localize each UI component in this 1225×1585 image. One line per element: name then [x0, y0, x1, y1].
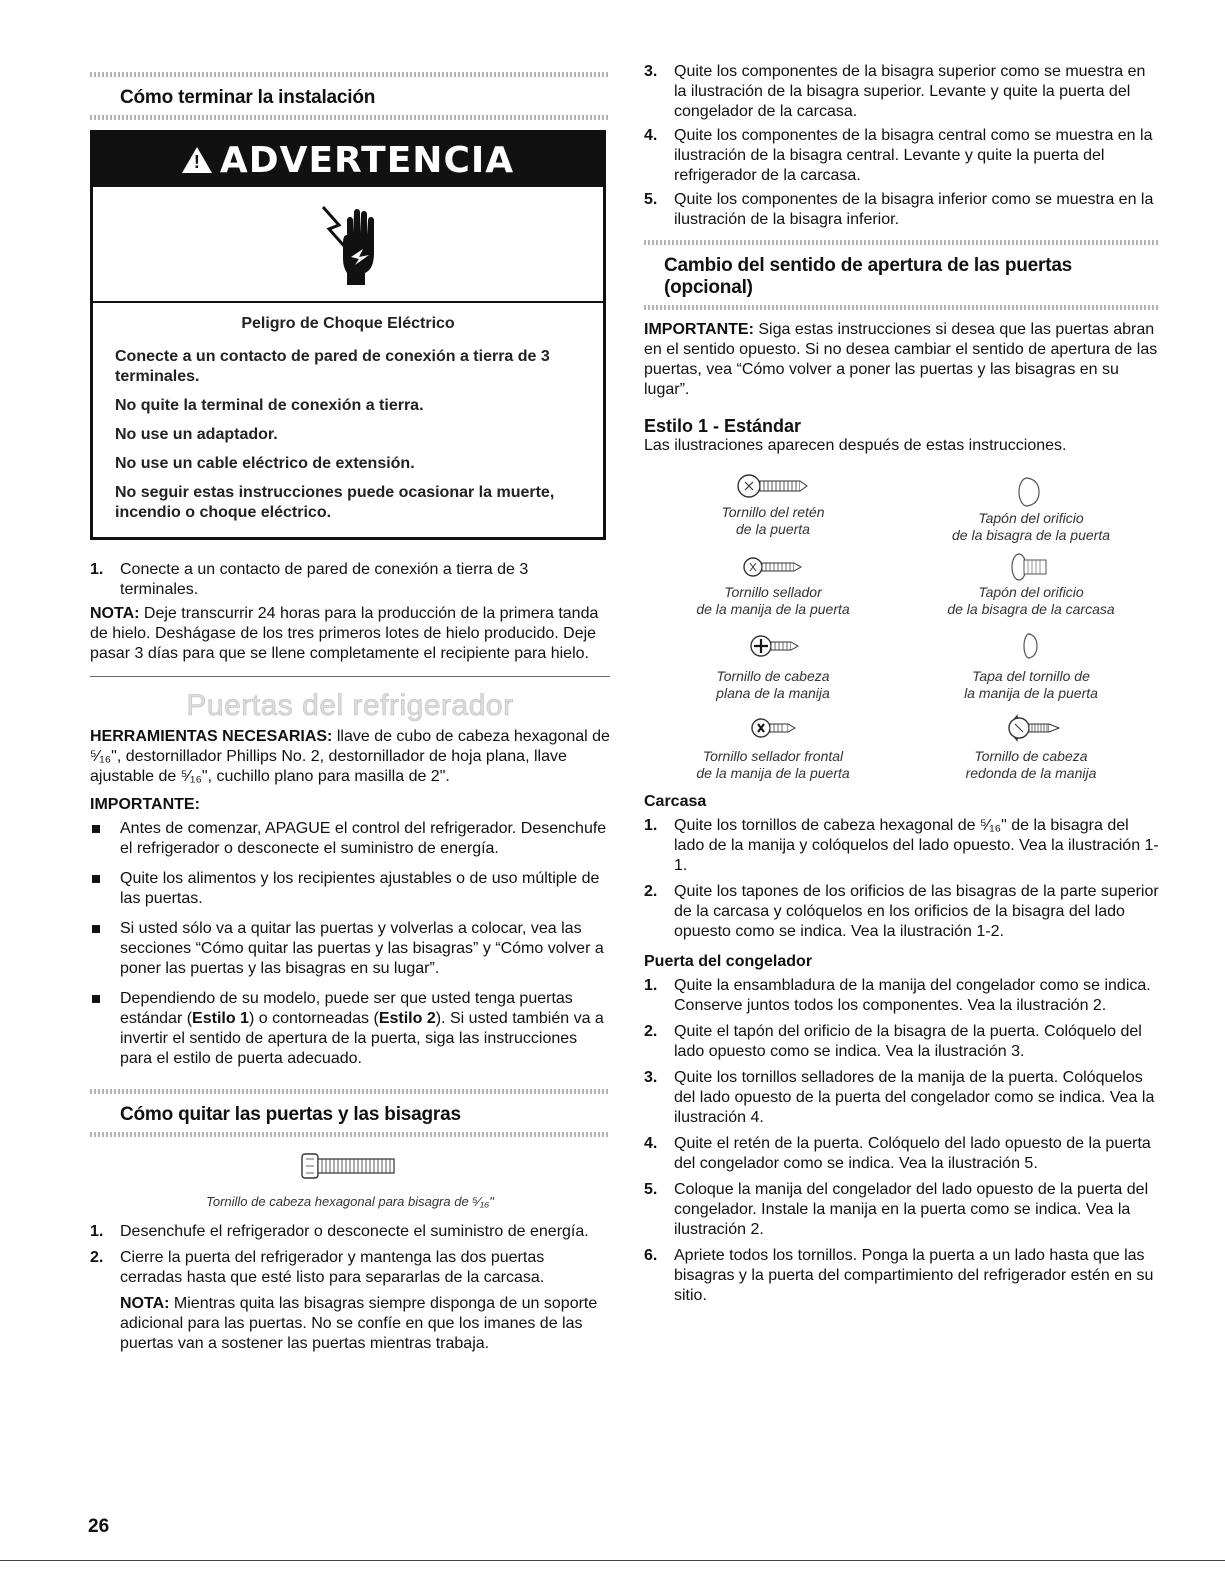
note-label: NOTA: [120, 1295, 170, 1312]
list-item [644, 976, 1160, 1016]
important-label: IMPORTANTE: [644, 321, 754, 338]
important-text: Siga estas instrucciones si desea que las puertas abran en el sentido opuesto. Si no desea cambiar el sentido de apertura de las puertas, vea “Cómo volver a poner las puertas y las bisagras en su lugar”. [644, 321, 1158, 398]
list-item [644, 882, 1160, 942]
step-number: 5. [644, 1181, 658, 1198]
hinge-screw-caption: Tornillo de cabeza hexagonal para bisagra de ⁵⁄₁₆" [206, 1194, 494, 1209]
list-item [644, 126, 1160, 186]
step-number: 1. [90, 561, 104, 578]
part-caption: Tornillo sellador frontal de la manija de la puerta [696, 748, 850, 781]
screw-cap-icon [991, 624, 1071, 668]
part-door-stop-screw [644, 464, 902, 544]
step-number: 6. [644, 1247, 658, 1264]
remove-doors-heading: Cómo quitar las puertas y las bisagras [120, 1104, 461, 1125]
hinge-screw-figure [90, 1151, 610, 1181]
door-stop-screw-icon [733, 464, 813, 504]
warning-line: No use un adaptador. [115, 426, 278, 443]
list-item [90, 560, 610, 600]
bullet-text: ). Si usted también va a invertir el sentido de apertura de la puerta, siga las instrucciones para el estilo de puerta adecuado. [120, 1010, 604, 1067]
tools-paragraph [90, 727, 610, 787]
warning-triangle-icon: ! [182, 147, 212, 173]
step-number: 3. [644, 63, 658, 80]
dotted-rule [90, 115, 610, 120]
step-number: 4. [644, 1135, 658, 1152]
list-item [644, 1246, 1160, 1306]
section-header [644, 245, 1160, 305]
note-text: Mientras quita las bisagras siempre disponga de un soporte adicional para las puertas. No se confíe en que los imanes de las puertas van a sostener las puertas mientras trabaja. [120, 1295, 598, 1352]
step-number: 1. [90, 1223, 104, 1240]
part-handle-sealing-screw [644, 550, 902, 618]
step-text: Quite el retén de la puerta. Colóquelo del lado opuesto de la puerta del congelador como se indica. Vea la ilustración 5. [674, 1135, 1151, 1172]
divider [90, 676, 610, 677]
right-column [644, 62, 1160, 1306]
important-bullets [90, 819, 610, 1069]
list-item [644, 1134, 1160, 1174]
freezer-heading: Puerta del congelador [644, 953, 813, 970]
step-text: Conecte a un contacto de pared de conexión a tierra de 3 terminales. [120, 561, 529, 598]
warning-line: No use un cable eléctrico de extensión. [115, 455, 415, 472]
list-item: Si usted sólo va a quitar las puertas y volverlas a colocar, vea las secciones “Cómo quitar las puertas y las bisagras” y “Cómo volver a poner las puertas y las bisagras en su lugar”. [90, 919, 610, 979]
dotted-rule [644, 305, 1160, 310]
step-text: Quite los componentes de la bisagra inferior como se muestra en la ilustración de la bisagra inferior. [674, 191, 1154, 228]
step-text: Quite los componentes de la bisagra central como se muestra en la ilustración de la bisagra central. Levante y quite la puerta del refrigerador de la carcasa. [674, 127, 1153, 184]
flat-head-screw-icon [733, 624, 813, 668]
part-caption: Tapón del orificio de la bisagra de la carcasa [947, 584, 1115, 617]
note-text: Deje transcurrir 24 horas para la producción de la primera tanda de hielo. Deshágase de los tres primeros lotes de hielo producido. Deje pasar 3 días para que se llene completamente el recipiente para hielo. [90, 605, 599, 662]
warning-pictogram-area [93, 187, 603, 303]
part-caption: Tornillo del retén de la puerta [721, 504, 825, 537]
step-number: 2. [644, 883, 658, 900]
hex-head-hinge-screw-icon [300, 1151, 400, 1181]
cabinet-heading: Carcasa [644, 793, 707, 810]
warning-title: ADVERTENCIA [219, 139, 515, 181]
part-caption: Tapón del orificio de la bisagra de la puerta [952, 510, 1110, 543]
doors-section-title: Puertas del refrigerador [186, 689, 514, 722]
bottom-rule [0, 1560, 1225, 1561]
step-text: Cierre la puerta del refrigerador y mantenga las dos puertas cerradas hasta que esté listo para separarlas de la carcasa. [120, 1249, 545, 1286]
part-caption: Tapa del tornillo de la manija de la puerta [964, 668, 1098, 701]
list-item: Quite los alimentos y los recipientes ajustables o de uso múltiple de las puertas. [90, 869, 610, 909]
list-item [644, 1180, 1160, 1240]
freezer-steps [644, 976, 1160, 1306]
note-paragraph [90, 604, 610, 664]
step-text: Quite los tornillos selladores de la manija de la puerta. Colóquelos del lado opuesto de la puerta del congelador como se indica. Vea la ilustración 4. [674, 1069, 1155, 1126]
hinge-hole-plug-icon [991, 464, 1071, 510]
cabinet-steps [644, 816, 1160, 942]
dotted-rule [90, 1132, 610, 1137]
step-text: Desenchufe el refrigerador o desconecte el suministro de energía. [120, 1223, 589, 1240]
note-paragraph [90, 1294, 610, 1354]
warning-line: No seguir estas instrucciones puede ocasionar la muerte, incendio o choque eléctrico. [115, 484, 555, 521]
part-caption: Tornillo de cabeza plana de la manija [716, 668, 830, 701]
finish-steps [90, 560, 610, 600]
step-number: 3. [644, 1069, 658, 1086]
electric-shock-hand-icon [313, 199, 383, 289]
step-text: Coloque la manija del congelador del lado opuesto de la puerta del congelador. Instale la manija en la puerta como se indica. Vea la ilustración 2. [674, 1181, 1149, 1238]
step-number: 5. [644, 191, 658, 208]
list-item [644, 816, 1160, 876]
list-item [90, 1222, 610, 1242]
list-item [644, 62, 1160, 122]
remove-steps [90, 1222, 610, 1288]
important-label: IMPORTANTE: [90, 796, 200, 813]
part-handle-flat-head-screw [644, 624, 902, 702]
warning-hazard-title: Peligro de Choque Eléctrico [241, 315, 455, 332]
tools-text: llave de cubo de cabeza hexagonal de ⁵⁄₁₆", destornillador Phillips No. 2, destornillador de hoja plana, llave ajustable de ⁵⁄₁₆", cuchillo plano para masilla de 2". [90, 728, 610, 785]
list-item [90, 1248, 610, 1288]
part-caption: Tornillo de cabeza redonda de la manija [965, 748, 1097, 781]
style-1-label: Estilo 1 [192, 1010, 249, 1027]
part-handle-screw-cap [902, 624, 1160, 702]
part-caption: Tornillo sellador de la manija de la puerta [696, 584, 850, 617]
front-sealing-screw-icon [733, 708, 813, 748]
list-item [644, 1068, 1160, 1128]
tools-label: HERRAMIENTAS NECESARIAS: [90, 728, 333, 745]
list-item [90, 989, 610, 1069]
page-number: 26 [88, 1516, 110, 1537]
finish-installation-heading: Cómo terminar la instalación [120, 87, 376, 108]
bullet-text: ) o contorneadas ( [248, 1010, 379, 1027]
step-number: 1. [644, 977, 658, 994]
step-text: Quite la ensambladura de la manija del congelador como se indica. Conserve juntos todos los componentes. Vea la ilustración 2. [674, 977, 1151, 1014]
note-label: NOTA: [90, 605, 140, 622]
section-header [90, 1094, 610, 1132]
list-item [644, 1022, 1160, 1062]
step-text: Quite los tornillos de cabeza hexagonal de ⁵⁄₁₆" de la bisagra del lado de la manija y colóquelos del lado opuesto. Vea la ilustración 1-1. [674, 817, 1159, 874]
step-number: 4. [644, 127, 658, 144]
cabinet-hole-plug-icon [991, 550, 1071, 584]
left-column [90, 62, 610, 1354]
important-paragraph [644, 320, 1160, 400]
part-door-hinge-hole-plug [902, 464, 1160, 544]
style-2-label: Estilo 2 [378, 1010, 436, 1027]
part-cabinet-hinge-hole-plug [902, 550, 1160, 618]
step-text: Quite el tapón del orificio de la bisagra de la puerta. Colóquelo del lado opuesto como se indica. Vea la ilustración 3. [674, 1023, 1142, 1060]
list-item [644, 190, 1160, 230]
handle-sealing-screw-icon [733, 550, 813, 584]
style1-heading: Estilo 1 - Estándar [644, 416, 802, 436]
step-number: 2. [644, 1023, 658, 1040]
round-head-screw-icon [991, 708, 1071, 748]
step-number: 1. [644, 817, 658, 834]
warning-header [93, 133, 603, 187]
warning-line: Conecte a un contacto de pared de conexión a tierra de 3 terminales. [115, 348, 550, 385]
reverse-doors-heading: Cambio del sentido de apertura de las puertas (opcional) [664, 255, 1073, 298]
part-handle-front-sealing-screw [644, 708, 902, 782]
list-item: Antes de comenzar, APAGUE el control del refrigerador. Desenchufe el refrigerador o desconecte el suministro de energía. [90, 819, 610, 859]
bullet-text: Dependiendo de su modelo, puede ser que usted tenga puertas estándar ( [120, 990, 573, 1027]
warning-box [90, 130, 606, 540]
step-number: 2. [90, 1249, 104, 1266]
step-text: Quite los componentes de la bisagra superior como se muestra en la ilustración de la bisagra superior. Levante y quite la puerta del congelador de la carcasa. [674, 63, 1146, 120]
parts-grid [644, 464, 1160, 782]
step-text: Apriete todos los tornillos. Ponga la puerta a un lado hasta que las bisagras y la puerta del compartimiento del refrigerador estén en su sitio. [674, 1247, 1154, 1304]
remove-steps-continued [644, 62, 1160, 230]
style1-text: Las ilustraciones aparecen después de estas instrucciones. [644, 437, 1067, 454]
section-header [90, 77, 610, 115]
warning-text [93, 303, 603, 537]
step-text: Quite los tapones de los orificios de las bisagras de la parte superior de la carcasa y colóquelos en los orificios de la bisagra del lado opuesto como se indica. Vea la ilustración 1-2. [674, 883, 1159, 940]
part-handle-round-head-screw [902, 708, 1160, 782]
warning-line: No quite la terminal de conexión a tierra. [115, 397, 424, 414]
